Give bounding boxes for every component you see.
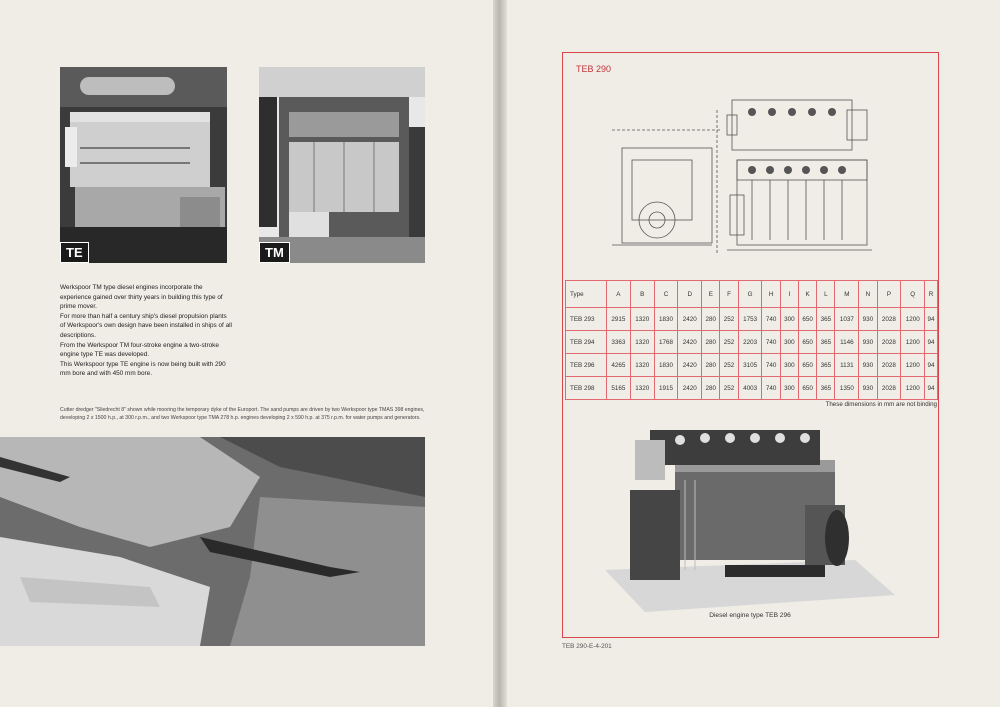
dimension-cell: 650 [798,331,816,354]
dimension-cell: 5165 [607,377,631,400]
table-row [566,354,938,377]
dimensions-note: These dimensions in mm are not binding [825,401,937,408]
engine-type-cell: TEB 293 [566,308,607,331]
engine-dimension-drawing [612,90,892,260]
dimension-cell: 1320 [630,331,654,354]
dimension-cell: 2028 [877,377,901,400]
dimension-cell: 94 [925,354,938,377]
dimension-cell: 280 [702,354,720,377]
engine-type-cell: TEB 294 [566,331,607,354]
dimension-cell: 4265 [607,354,631,377]
dimension-cell: 252 [720,308,738,331]
dimensions-table [565,280,938,400]
dimension-cell: 930 [859,354,877,377]
tm-engine-photo [259,67,425,263]
table-header-row [566,281,938,308]
header-cell: K [798,281,816,308]
dimension-cell: 300 [780,354,798,377]
dimension-cell: 1146 [835,331,859,354]
header-cell: D [678,281,702,308]
dimension-cell: 2420 [678,354,702,377]
dimension-cell: 365 [817,331,835,354]
dimension-cell: 2420 [678,331,702,354]
header-cell: E [702,281,720,308]
header-cell: H [762,281,780,308]
dimension-cell: 740 [762,354,780,377]
dimension-cell: 740 [762,308,780,331]
dimension-cell: 930 [859,377,877,400]
dimension-cell: 300 [780,377,798,400]
header-cell: I [780,281,798,308]
dimension-cell: 650 [798,377,816,400]
dimension-cell: 300 [780,331,798,354]
header-cell: C [654,281,678,308]
dimension-cell: 2028 [877,331,901,354]
dimension-cell: 1320 [630,354,654,377]
dimension-cell: 2203 [738,331,762,354]
paragraph-1: Werkspoor TM type diesel engines incorporate the experience gained over thirty years in building this type of prime mover. [60,284,223,311]
dimension-cell: 1200 [901,377,925,400]
dimension-cell: 365 [817,377,835,400]
dimension-cell: 3363 [607,331,631,354]
paragraph-3: From the Werkspoor TM four-stroke engine a two-stroke engine type TE was developed. [60,341,219,359]
dimension-cell: 1768 [654,331,678,354]
te-engine-photo [60,67,227,263]
dimension-cell: 1131 [835,354,859,377]
dimension-cell: 2915 [607,308,631,331]
dimension-cell: 1915 [654,377,678,400]
header-cell: M [835,281,859,308]
dimension-cell: 1037 [835,308,859,331]
dimension-cell: 1753 [738,308,762,331]
dimension-cell: 94 [925,308,938,331]
dimension-cell: 1350 [835,377,859,400]
dimension-cell: 280 [702,377,720,400]
table-row [566,377,938,400]
aerial-dredger-photo [0,437,425,646]
dimension-cell: 1830 [654,354,678,377]
dimension-cell: 2028 [877,354,901,377]
dimension-cell: 2028 [877,308,901,331]
dimension-cell: 3105 [738,354,762,377]
teb-296-engine-photo [605,420,895,612]
dimension-cell: 650 [798,308,816,331]
engine-type-cell: TEB 296 [566,354,607,377]
dimension-cell: 252 [720,354,738,377]
dimension-cell: 1320 [630,377,654,400]
table-row [566,308,938,331]
dimension-cell: 930 [859,308,877,331]
frame-title: TEB 290 [576,64,612,74]
header-cell: A [607,281,631,308]
dimension-cell: 252 [720,377,738,400]
te-label: TE [60,242,89,263]
binding-gutter [493,0,507,707]
tm-label: TM [259,242,290,263]
dimension-cell: 94 [925,377,938,400]
header-cell: Q [901,281,925,308]
table-row [566,331,938,354]
header-cell: G [738,281,762,308]
dimension-cell: 300 [780,308,798,331]
header-cell: L [817,281,835,308]
header-cell: F [720,281,738,308]
dimension-cell: 1830 [654,308,678,331]
dimension-cell: 365 [817,354,835,377]
dimension-cell: 930 [859,331,877,354]
header-cell: N [859,281,877,308]
dimension-cell: 1200 [901,331,925,354]
header-cell: B [630,281,654,308]
dimension-cell: 740 [762,331,780,354]
dimension-cell: 365 [817,308,835,331]
dimension-cell: 1320 [630,308,654,331]
dimension-cell: 1200 [901,308,925,331]
header-cell: R [925,281,938,308]
paragraph-2: For more than half a century ship's diesel propulsion plants of Werkspoor's own design have been installed in ships of all descriptions. [60,312,232,340]
header-cell: Type [566,281,607,308]
dimension-cell: 1200 [901,354,925,377]
dredger-caption: Cutter dredger "Sliedrecht 8" shown while mooring the temporary dyke of the Europort. The sand pumps are driven by two Werkspoor type TMAS 398 engines, developing 2 x 1500 h.p., at 300 r.p.m., and two Werkspoor type TMA 278 h.p. engines developing 2 x 590 h.p. at 375 r.p.m. for water pumps and generators. [60,407,425,421]
document-code: TEB 290-E-4-201 [562,643,612,650]
dimension-cell: 740 [762,377,780,400]
paragraph-4: This Werkspoor type TE engine is now being built with 290 mm bore and with 450 mm bore. [60,360,226,378]
header-cell: P [877,281,901,308]
dimension-cell: 4003 [738,377,762,400]
dimension-cell: 94 [925,331,938,354]
dimension-cell: 2420 [678,377,702,400]
dimension-cell: 2420 [678,308,702,331]
dimension-cell: 280 [702,331,720,354]
dimension-cell: 252 [720,331,738,354]
dimension-cell: 650 [798,354,816,377]
engine-photo-caption: Diesel engine type TEB 296 [709,612,791,619]
intro-text [60,283,232,379]
dimension-cell: 280 [702,308,720,331]
engine-type-cell: TEB 298 [566,377,607,400]
